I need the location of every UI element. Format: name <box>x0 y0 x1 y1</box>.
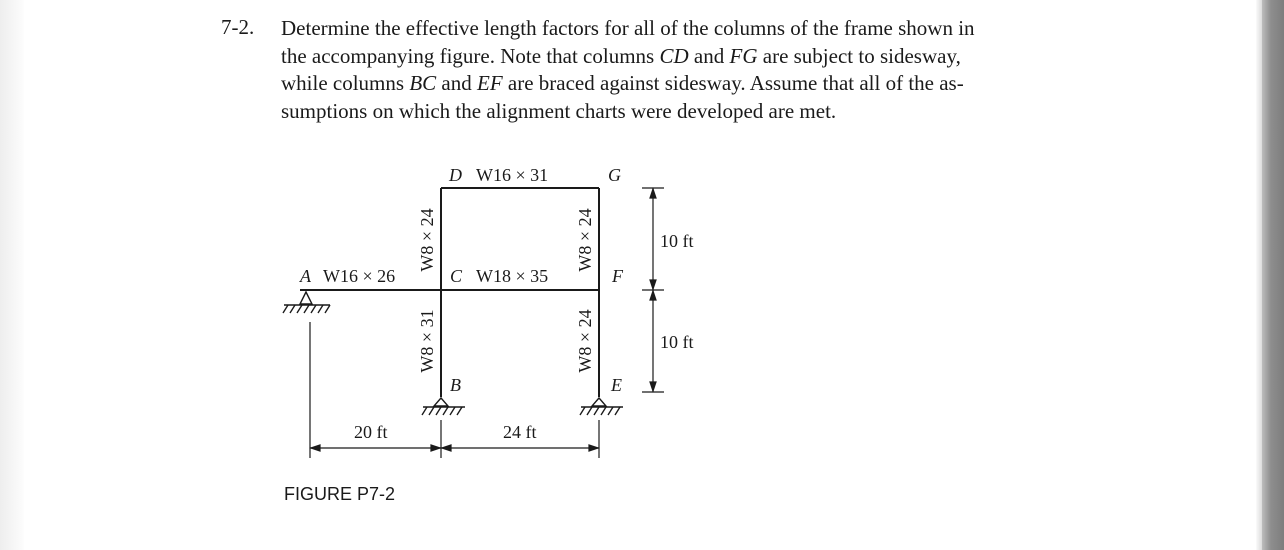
problem-number: 7-2. <box>221 15 255 39</box>
dim-arrow-left-end <box>431 445 440 451</box>
column-reference: EF <box>477 71 503 95</box>
vertical-dimensions <box>642 188 664 392</box>
column-label-FG: W8 × 24 <box>575 208 595 272</box>
pin-support-A <box>283 292 330 313</box>
problem-text-run: and <box>688 43 730 68</box>
column-reference: CD <box>659 43 689 68</box>
dim-arrow-left-start <box>311 445 320 451</box>
problem-text-run: and <box>436 71 477 95</box>
joint-label-A: A <box>300 266 311 286</box>
column-label-CD: W8 × 24 <box>417 208 437 272</box>
joint-label-E: E <box>611 375 622 395</box>
figure-caption: FIGURE P7-2 <box>284 484 396 504</box>
problem-text-run: are braced against sidesway. Assume that all of the as- <box>502 71 964 95</box>
pin-support-B <box>422 398 465 415</box>
dim-arrow-lower-end <box>650 382 656 391</box>
dim-arrow-upper-start <box>650 189 656 198</box>
pin-support-E <box>580 398 623 415</box>
joint-label-C: C <box>450 266 463 286</box>
joint-label-B: B <box>450 375 461 395</box>
problem-text-run: sumptions on which the alignment charts were developed are met. <box>281 98 837 123</box>
column-reference: FG <box>729 43 758 68</box>
frame-members <box>300 188 599 397</box>
dim-arrow-lower-start <box>650 291 656 300</box>
dimension-label-upper-height: 10 ft <box>660 231 694 251</box>
problem-text-run: are subject to sidesway, <box>757 43 961 68</box>
problem-text-run: Determine the effective length factors for all of the columns of the frame shown in <box>281 16 975 40</box>
column-label-EF: W8 × 24 <box>575 309 595 373</box>
column-reference: BC <box>409 71 437 95</box>
dimension-label-lower-height: 10 ft <box>660 332 694 352</box>
beam-label-CF: W18 × 35 <box>476 266 549 286</box>
joint-label-G: G <box>608 165 621 185</box>
joint-label-F: F <box>612 266 623 286</box>
dim-arrow-upper-end <box>650 280 656 289</box>
problem-text-run: while columns <box>281 71 410 95</box>
beam-label-DG: W16 × 31 <box>476 165 549 185</box>
joint-label-D: D <box>449 165 462 185</box>
dim-arrow-right-start <box>442 445 451 451</box>
dim-arrow-right-end <box>589 445 598 451</box>
beam-label-AC: W16 × 26 <box>323 266 396 286</box>
dimension-label-right-span: 24 ft <box>503 422 537 442</box>
column-label-BC: W8 × 31 <box>417 309 437 373</box>
dimension-label-left-span: 20 ft <box>354 422 388 442</box>
problem-text-run: the accompanying figure. Note that columns <box>281 43 660 68</box>
